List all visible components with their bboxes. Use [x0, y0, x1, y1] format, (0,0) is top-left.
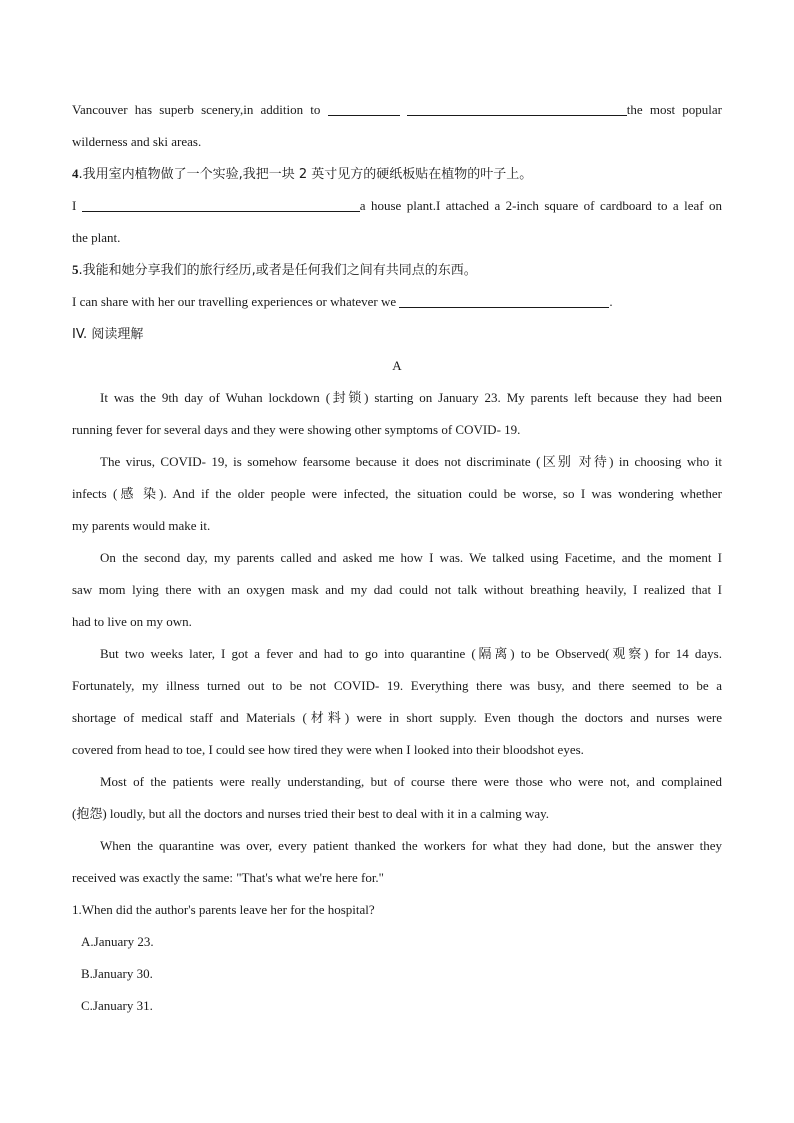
q5-blank[interactable] — [399, 293, 609, 308]
passage-line: running fever for several days and they were showing other symptoms of COVID- 19. — [72, 422, 521, 437]
passage-line: The virus, COVID- 19, is somehow fearsome because it does not discriminate (区别 对待) in choosing who it — [100, 454, 722, 469]
passage-line: my parents would make it. — [72, 518, 211, 533]
passage-line: When the quarantine was over, every patient thanked the workers for what they had done, but the answer they — [100, 838, 722, 853]
q5-line-1 — [72, 286, 722, 318]
q3-line-2: wilderness and ski areas. — [72, 134, 202, 149]
passage-line: Most of the patients were really understanding, but of course there were those who were not, and complained — [100, 774, 722, 789]
passage-line: It was the 9th day of Wuhan lockdown (封锁) starting on January 23. My parents left because they had been — [100, 390, 722, 405]
question-1-option-a[interactable]: A.January 23. — [81, 934, 154, 949]
q5-prompt — [72, 254, 722, 286]
q4-number: 4 — [72, 166, 79, 181]
q4-text-b: a house plant.I attached a 2-inch square of cardboard to a leaf on — [359, 198, 723, 213]
question-1-option-c[interactable]: C.January 31. — [81, 998, 153, 1013]
q3-line-1 — [72, 94, 722, 126]
passage-line: covered from head to toe, I could see how tired they were when I looked into their bloodshot eyes. — [72, 742, 584, 757]
q5-text-a: I can share with her our travelling experiences or whatever we — [72, 294, 397, 309]
question-1-option-b[interactable]: B.January 30. — [81, 966, 153, 981]
passage-line: saw mom lying there with an oxygen mask and my dad could not talk without breathing heavily, I realized that I — [72, 582, 722, 597]
passage-line: But two weeks later, I got a fever and had to go into quarantine (隔离) to be Observed(观察) for 14 days. — [100, 646, 722, 661]
section-title-text: IV. 阅读理解 — [72, 327, 144, 342]
q4-prompt — [72, 158, 722, 190]
passage-line: had to live on my own. — [72, 614, 192, 629]
passage-label: A — [392, 358, 402, 373]
q3-text-b: the most popular — [626, 102, 723, 117]
q4-blank[interactable] — [82, 197, 360, 212]
passage — [72, 382, 722, 894]
passage-line: infects (感 染). And if the older people were infected, the situation could be worse, so I was wondering whether — [72, 486, 722, 501]
passage-line: Fortunately, my illness turned out to be not COVID- 19. Everything there was busy, and there seemed to be a — [72, 678, 722, 693]
q4-text-a: I — [72, 198, 77, 213]
q5-text-b: . — [609, 294, 613, 309]
passage-line: (抱怨) loudly, but all the doctors and nurses tried their best to deal with it in a calming way. — [72, 806, 550, 821]
q5-prompt-text: .我能和她分享我们的旅行经历,或者是任何我们之间有共同点的东西。 — [78, 263, 477, 278]
q3-blank-2[interactable] — [407, 101, 627, 116]
passage-line: On the second day, my parents called and asked me how I was. We talked using Facetime, and the moment I — [100, 550, 722, 565]
q4-prompt-text: .我用室内植物做了一个实验,我把一块 2 英寸见方的硬纸板贴在植物的叶子上。 — [78, 167, 533, 182]
q3-blank-1[interactable] — [328, 101, 400, 116]
section-title — [72, 318, 722, 350]
q5-number: 5 — [72, 262, 79, 277]
passage-line: shortage of medical staff and Materials (材料) were in short supply. Even though the doctors and nurses were — [72, 710, 722, 725]
worksheet-page — [72, 94, 722, 1022]
q4-line-2: the plant. — [72, 230, 121, 245]
question-1-text: 1.When did the author's parents leave her for the hospital? — [72, 902, 375, 917]
q4-line-1 — [72, 190, 722, 222]
passage-line: received was exactly the same: "That's what we're here for." — [72, 870, 384, 885]
q3-text-a: Vancouver has superb scenery,in addition to — [72, 102, 321, 117]
